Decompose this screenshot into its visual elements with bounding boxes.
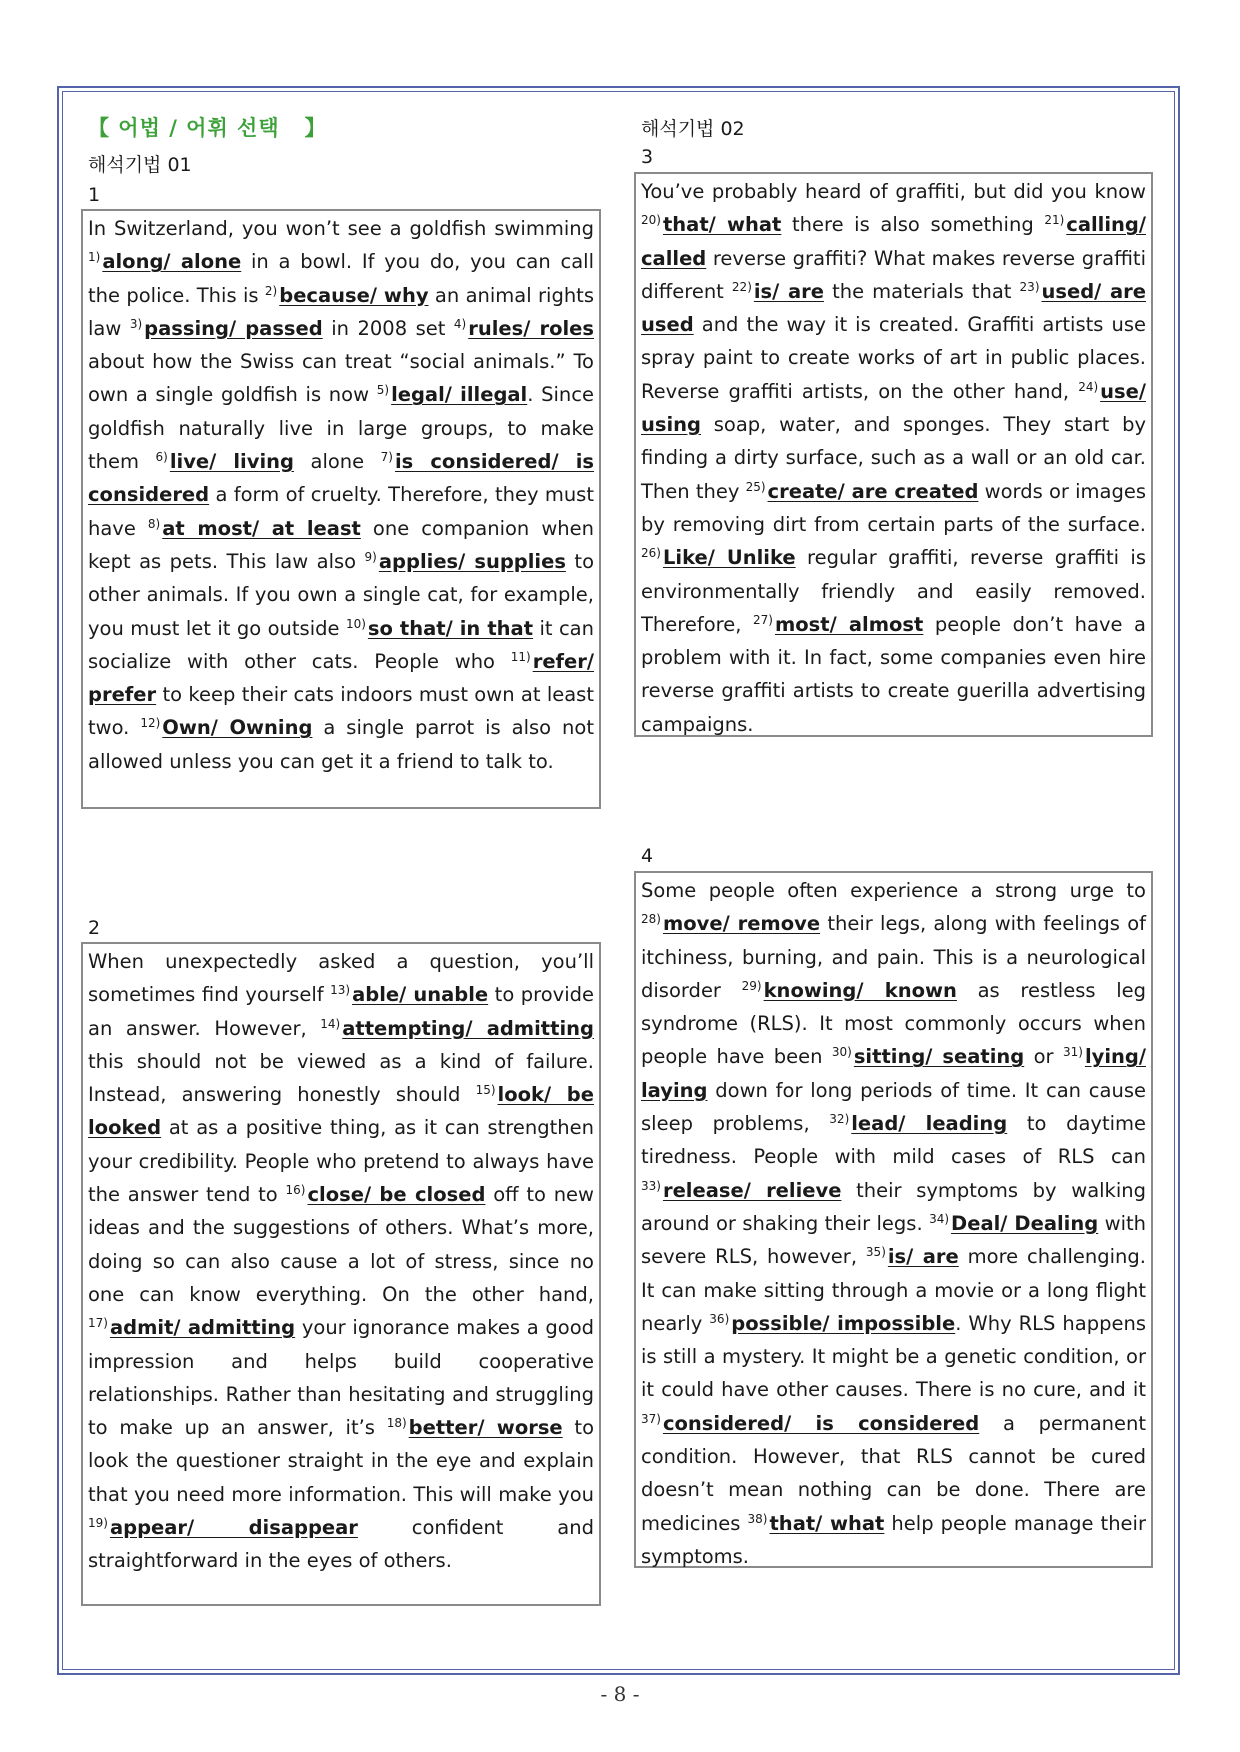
question-number: 2) (264, 283, 278, 298)
passage-2 (81, 942, 601, 1606)
passage-text: to look the questioner straight in the eye and explain that you need more information. This will make you (88, 1416, 594, 1506)
question-number: 27) (753, 612, 773, 627)
question-number: 13) (330, 983, 351, 998)
choice-pair: knowing/ known (763, 978, 957, 1002)
choice-pair: able/ unable (352, 983, 489, 1007)
passage-text: alone (293, 450, 381, 474)
passage-text: In Switzerland, you won’t see a goldfish swimming (88, 217, 594, 240)
passage-number: 4 (641, 845, 654, 867)
question-number: 1) (88, 250, 101, 265)
question-number: 20) (641, 213, 661, 228)
choice-pair: that/ what (662, 213, 782, 237)
question-number: 6) (155, 450, 168, 465)
question-number: 15) (475, 1083, 496, 1098)
question-number: 23) (1019, 279, 1040, 294)
passage-text: Some people often experience a strong urge to (641, 879, 1146, 902)
passage-text: a permanent condition. However, that RLS cannot be cured doesn’t mean nothing can be done. There are medicines (641, 1411, 1146, 1535)
page-number: - 8 - (600, 1682, 640, 1706)
passage-number: 3 (641, 146, 654, 168)
choice-pair: live/ living (169, 450, 294, 474)
passage-text: words or images by removing dirt from certain parts of the surface. (641, 479, 1146, 536)
choice-pair: create/ are created (767, 479, 979, 503)
choice-pair: legal/ illegal (391, 383, 528, 407)
passage-text: in a bowl. If you do, you can call the police. This is (88, 250, 594, 307)
section-heading: 【 어법 / 어휘 선택 】 (88, 116, 327, 140)
passage-text: soap, water, and sponges. They start by finding a dirty surface, such as a wall or an old car. Then they (641, 413, 1146, 503)
choice-pair: move/ remove (662, 912, 821, 936)
passage-text: about how the Swiss can treat “social animals.” To own a single goldfish is now (88, 350, 594, 407)
passage-text: as restless leg syndrome (RLS). It most commonly occurs when people have been (641, 978, 1146, 1069)
choice-pair: close/ be closed (307, 1183, 486, 1207)
question-number: 24) (1078, 379, 1099, 394)
choice-pair: most/ almost (774, 612, 924, 636)
question-number: 3) (129, 316, 143, 331)
choice-pair: Own/ Owning (162, 716, 313, 740)
choice-pair: appear/ disappear (109, 1516, 358, 1540)
question-number: 36) (709, 1311, 730, 1326)
choice-pair: applies/ supplies (378, 549, 566, 573)
question-number: 28) (641, 912, 661, 927)
passage-text: people don’t have a problem with it. In fact, some companies even hire reverse graffiti artists to create guerilla advertising campaigns. (641, 612, 1146, 736)
choice-pair: is/ are (887, 1245, 959, 1269)
passage-text: their legs, along with feelings of itchiness, burning, and pain. This is a neurological disorder (641, 912, 1146, 1002)
question-number: 34) (929, 1211, 950, 1226)
technique-label-01: 해석기법 01 (88, 154, 192, 176)
passage-text: there is also something (781, 213, 1045, 237)
technique-label-02: 해석기법 02 (641, 118, 745, 140)
question-number: 14) (320, 1016, 341, 1031)
passage-text: . Since goldfish naturally live in large groups, to make them (88, 383, 595, 474)
question-number: 37) (641, 1411, 661, 1426)
choice-pair: better/ worse (408, 1416, 563, 1440)
question-number: 32) (829, 1112, 850, 1127)
passage-text: confident and straightforward in the eyes of others. (88, 1516, 594, 1573)
question-number: 19) (88, 1516, 108, 1531)
choice-pair: is considered/ is considered (88, 450, 594, 507)
passage-text: in 2008 set (322, 316, 454, 340)
question-number: 21) (1044, 213, 1065, 228)
choice-pair: lying/ laying (641, 1045, 1146, 1102)
passage-text: a single parrot is also not allowed unless you can get it a friend to talk to. (88, 716, 594, 773)
choice-pair: rules/ roles (468, 316, 594, 340)
choice-pair: admit/ admitting (109, 1316, 296, 1340)
question-number: 22) (731, 279, 752, 294)
choice-pair: release/ relieve (662, 1178, 842, 1202)
passage-text: one companion when kept as pets. This law also (88, 516, 595, 573)
question-number: 26) (641, 546, 661, 561)
passage-text: this should not be viewed as a kind of failure. Instead, answering honestly should (88, 1049, 594, 1107)
passage-text: to other animals. If you own a single cat, for example, you must let it go outside (88, 549, 594, 640)
passage-text: off to new ideas and the suggestions of others. What’s more, doing so can also cause a lot of stress, since no one can know everything. On the other hand, (88, 1183, 595, 1306)
passage-text: and the way it is created. Graffiti artists use spray paint to create works of art in public places. Reverse graffiti artists, on the other hand, (641, 313, 1146, 403)
question-number: 35) (865, 1245, 886, 1260)
choice-pair: at most/ at least (162, 516, 361, 540)
passage-text: . Why RLS happens is still a mystery. It might be a genetic condition, or it could have other causes. There is no cure, and it (641, 1311, 1146, 1402)
passage-4 (634, 871, 1153, 1568)
passage-text: their symptoms by walking around or shaking their legs. (641, 1178, 1147, 1235)
passage-number: 1 (88, 184, 101, 206)
passage-text: You’ve probably heard of graffiti, but did you know (641, 180, 1146, 203)
question-number: 29) (741, 978, 762, 993)
question-number: 25) (745, 479, 766, 494)
choice-pair: calling/ called (641, 213, 1146, 270)
question-number: 17) (88, 1316, 108, 1331)
question-number: 10) (345, 616, 366, 631)
choice-pair: considered/ is considered (662, 1411, 980, 1435)
choice-pair: sitting/ seating (853, 1045, 1025, 1069)
passage-text: with severe RLS, however, (641, 1211, 1146, 1269)
question-number: 4) (453, 316, 467, 331)
passage-text: to daytime tiredness. People with mild cases of RLS can (641, 1112, 1146, 1169)
passage-text: regular graffiti, reverse graffiti is environmentally friendly and easily removed. Therefore, (641, 546, 1146, 636)
passage-1 (81, 209, 601, 809)
question-number: 9) (364, 549, 377, 564)
choice-pair: Deal/ Dealing (951, 1211, 1099, 1235)
choice-pair: is/ are (753, 279, 824, 303)
passage-text: When unexpectedly asked a question, you’ll sometimes find yourself (88, 950, 594, 1007)
choice-pair: used/ are used (641, 279, 1146, 337)
passage-text: your ignorance makes a good impression and helps build cooperative relationships. Rather than hesitating and struggling to make up an answer, it’s (88, 1316, 595, 1440)
choice-pair: lead/ leading (851, 1112, 1008, 1136)
choice-pair: along/ alone (102, 250, 242, 274)
choice-pair: refer/ prefer (88, 649, 594, 707)
choice-pair: look/ be looked (88, 1083, 594, 1140)
question-number: 11) (510, 649, 531, 664)
question-number: 38) (747, 1511, 768, 1526)
passage-text: or (1024, 1045, 1063, 1069)
question-number: 33) (641, 1178, 661, 1193)
choice-pair: passing/ passed (144, 316, 323, 340)
passage-text: more challenging. It can make sitting through a movie or a long flight nearly (641, 1245, 1146, 1335)
passage-text: reverse graffiti? What makes reverse graffiti different (641, 246, 1146, 303)
choice-pair: so that/ in that (367, 616, 534, 640)
passage-text: help people manage their symptoms. (641, 1511, 1146, 1568)
passage-text: it can socialize with other cats. People who (88, 616, 594, 673)
passage-text: an animal rights law (88, 283, 594, 340)
passage-text: a form of cruelty. Therefore, they must have (88, 483, 594, 540)
passage-text: to provide an answer. However, (88, 983, 594, 1040)
question-number: 31) (1062, 1045, 1083, 1060)
passage-number: 2 (88, 917, 101, 939)
passage-text: to keep their cats indoors must own at least two. (88, 683, 594, 740)
passage-text: the materials that (823, 279, 1020, 303)
passage-text: at as a positive thing, as it can strengthen your credibility. People who pretend to always have the answer tend to (88, 1116, 594, 1207)
choice-pair: use/ using (641, 379, 1146, 437)
choice-pair: Like/ Unlike (662, 546, 796, 570)
choice-pair: because/ why (279, 283, 429, 307)
passage-3 (634, 172, 1153, 737)
passage-text: down for long periods of time. It can cause sleep problems, (641, 1078, 1146, 1136)
question-number: 8) (147, 516, 161, 531)
choice-pair: attempting/ admitting (342, 1016, 594, 1040)
question-number: 16) (285, 1183, 306, 1198)
question-number: 30) (831, 1045, 852, 1060)
choice-pair: that/ what (769, 1511, 885, 1535)
question-number: 18) (386, 1416, 407, 1431)
question-number: 7) (380, 450, 393, 465)
question-number: 5) (376, 383, 390, 398)
question-number: 12) (140, 716, 161, 731)
choice-pair: possible/ impossible (731, 1311, 956, 1335)
